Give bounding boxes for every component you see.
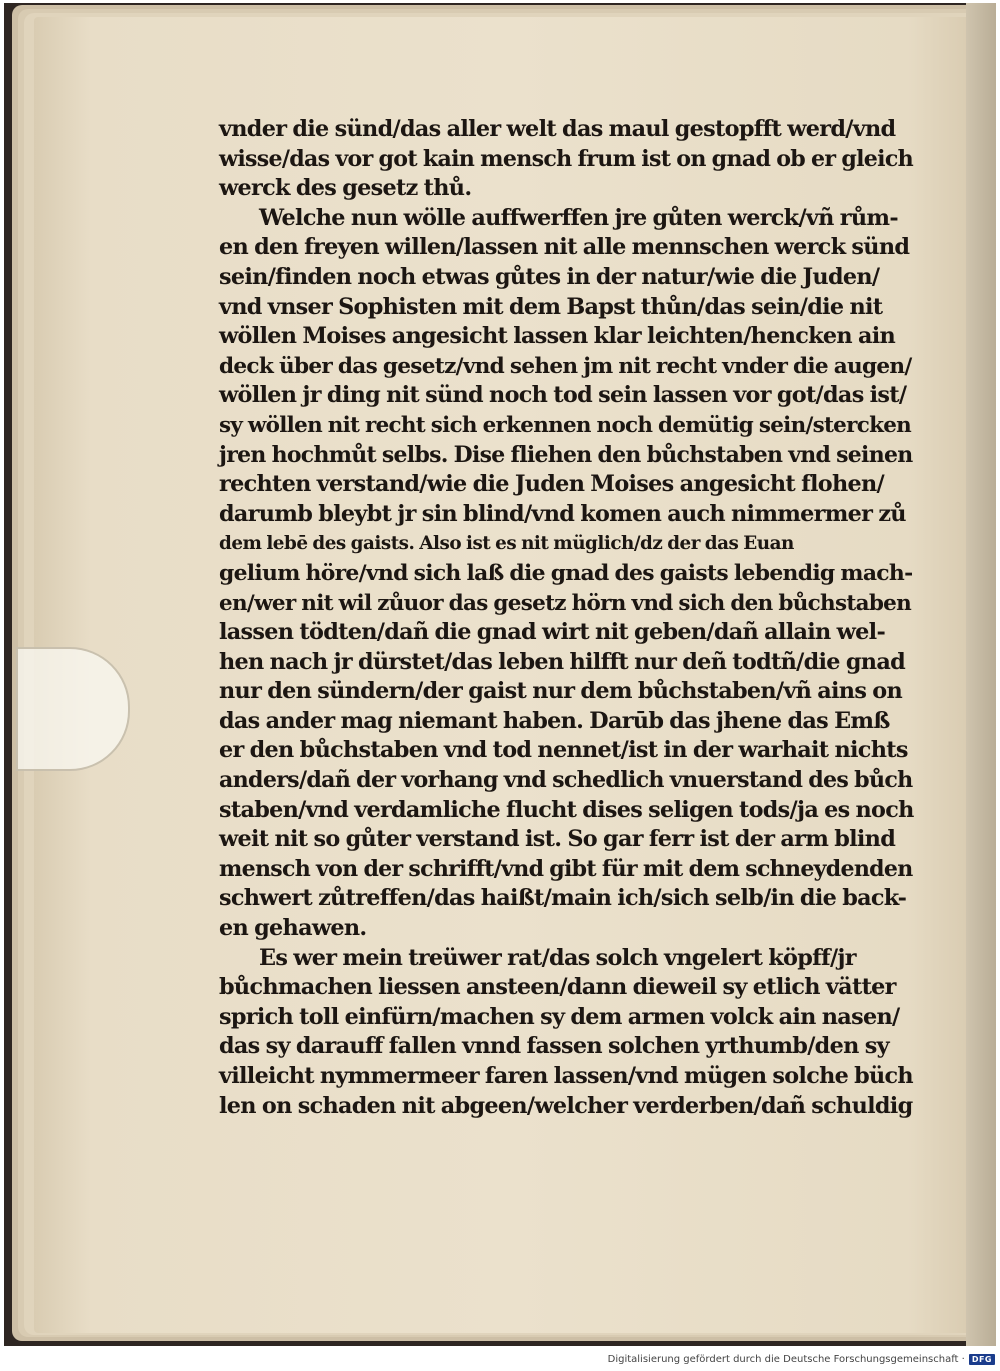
text-line: lassen tödten/dañ die gnad wirt nit geben/dañ allain wel- [219, 619, 886, 646]
text-line: werck des gesetz thů. [219, 175, 472, 202]
text-line: anders/dañ der vorhang vnd schedlich vnuerstand des bůch [219, 767, 913, 794]
text-line: villeicht nymmermeer faren lassen/vnd mügen solche büch [219, 1063, 913, 1089]
text-line: sprich toll einfürn/machen sy dem armen volck ain nasen/ [219, 1003, 900, 1030]
text-line: wisse/das vor got kain mensch frum ist on gnad ob er gleich [219, 145, 913, 172]
text-line: gelium höre/vnd sich laß die gnad des gaists lebendig mach- [219, 559, 913, 586]
text-line: das ander mag niemant haben. Darūb das jhene das Emß [219, 707, 890, 734]
page-clip-marker [16, 647, 130, 771]
text-line: jren hochmůt selbs. Dise fliehen den bůchstaben vnd seinen [219, 441, 913, 468]
text-line: sein/finden noch etwas gůtes in der natur/wie die Juden/ [219, 263, 880, 290]
text-line: wöllen jr ding nit sünd noch tod sein lassen vor got/das ist/ [219, 382, 907, 409]
text-line: darumb bleybt jr sin blind/vnd komen auch nimmermer zů [219, 500, 906, 527]
funding-credit: Digitalisierung gefördert durch die Deutsche Forschungsgemeinschaft · [607, 1353, 965, 1365]
footer [600, 1350, 995, 1368]
text-line: weit nit so gůter verstand ist. So gar ferr ist der arm blind [219, 826, 896, 853]
text-line: en/wer nit wil zůuor das gesetz hörn vnd sich den bůchstaben [219, 590, 912, 616]
text-line: vnder die sünd/das aller welt das maul gestopfft werd/vnd [219, 116, 896, 142]
text-line: mensch von der schrifft/vnd gibt für mit dem schneydenden [219, 855, 913, 882]
text-line: bůchmachen liessen ansteen/dann dieweil sy etlich vätter [219, 974, 896, 1001]
page-text [219, 115, 919, 1121]
scan-frame [4, 3, 996, 1346]
text-line: dem lebē des gaists. Also ist es nit müglich/dz der das Euan [219, 533, 794, 555]
text-line: vnd vnser Sophisten mit dem Bapst thůn/das sein/die nit [219, 293, 883, 320]
text-line: len on schaden nit abgeen/welcher verderben/dañ schuldig [219, 1092, 913, 1119]
text-line: hen nach jr dürstet/das leben hilfft nur deñ todtñ/die gnad [219, 648, 906, 675]
text-line: schwert zůtreffen/das haißt/main ich/sich selb/in die back- [219, 885, 907, 912]
dfg-logo: DFG [969, 1354, 995, 1365]
text-line: sy wöllen nit recht sich erkennen noch demütig sein/stercken [219, 412, 912, 438]
text-line: en den freyen willen/lassen nit alle mennschen werck sünd [219, 234, 910, 261]
text-line: wöllen Moises angesicht lassen klar leichten/hencken ain [219, 323, 896, 350]
text-line: deck über das gesetz/vnd sehen jm nit recht vnder die augen/ [219, 353, 912, 379]
text-line: Welche nun wölle auffwerffen jre gůten werck/vñ rům- [259, 204, 898, 231]
text-line: staben/vnd verdamliche flucht dises seligen tods/ja es noch [219, 796, 914, 823]
text-line: Es wer mein treüwer rat/das solch vngelert köpff/jr [259, 944, 856, 971]
text-line: nur den sündern/der gaist nur dem bůchstaben/vñ ains on [219, 678, 903, 705]
text-line: rechten verstand/wie die Juden Moises angesicht flohen/ [219, 471, 885, 498]
text-line: das sy darauff fallen vnnd fassen solchen yrthumb/den sy [219, 1033, 889, 1060]
text-line: er den bůchstaben vnd tod nennet/ist in der warhait nichts [219, 737, 908, 764]
facing-page-edge [966, 3, 996, 1346]
text-line: en gehawen. [219, 915, 367, 942]
